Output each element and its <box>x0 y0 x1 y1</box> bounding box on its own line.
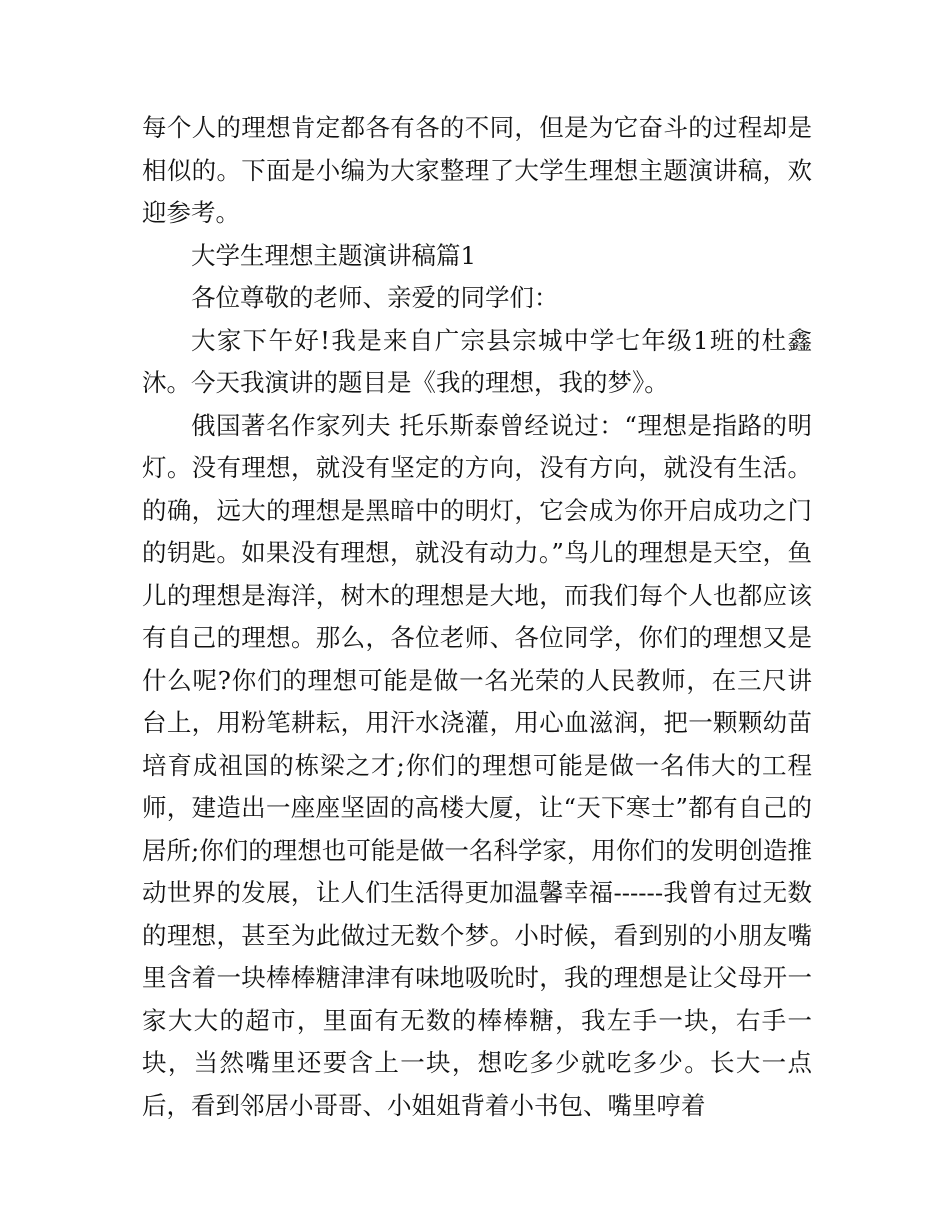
salutation-paragraph: 各位尊敬的老师、亲爱的同学们： <box>191 283 559 312</box>
opening-paragraph: 大家下午好!我是来自广宗县宗城中学七年级1班的杜鑫沐。今天我演讲的题目是《我的理想，我的梦》。 <box>142 325 812 397</box>
intro-paragraph: 每个人的理想肯定都各有各的不同，但是为它奋斗的过程却是相似的。下面是小编为大家整理了大学生理想主题演讲稿，欢迎参考。 <box>142 113 812 227</box>
document-body <box>142 107 812 1127</box>
body-paragraph: 俄国著名作家列夫 托乐斯泰曾经说过：“理想是指路的明灯。没有理想，就没有坚定的方向，没有方向，就没有生活。的确，远大的理想是黑暗中的明灯，它会成为你开启成功之门的钥匙。如果没有理想，就没有动力。”鸟儿的理想是天空，鱼儿的理想是海洋，树木的理想是大地，而我们每个人也都应该有自己的理想。那么，各位老师、各位同学，你们的理想又是什么呢?你们的理想可能是做一名光荣的人民教师，在三尺讲台上，用粉笔耕耘，用汗水浇灌，用心血滋润，把一颗颗幼苗培育成祖国的栋梁之才;你们的理想可能是做一名伟大的工程师，建造出一座座坚固的高楼大厦，让“天下寒士”都有自己的居所;你们的理想也可能是做一名科学家，用你们的发明创造推动世界的发展，让人们生活得更加温馨幸福------我曾有过无数的理想，甚至为此做过无数个梦。小时候，看到别的小朋友嘴里含着一块棒棒糖津津有味地吸吮时，我的理想是让父母开一家大大的超市，里面有无数的棒棒糖，我左手一块，右手一块，当然嘴里还要含上一块，想吃多少就吃多少。长大一点后，看到邻居小哥哥、小姐姐背着小书包、嘴里哼着 <box>142 410 812 1120</box>
article-heading: 大学生理想主题演讲稿篇1 <box>191 240 477 270</box>
